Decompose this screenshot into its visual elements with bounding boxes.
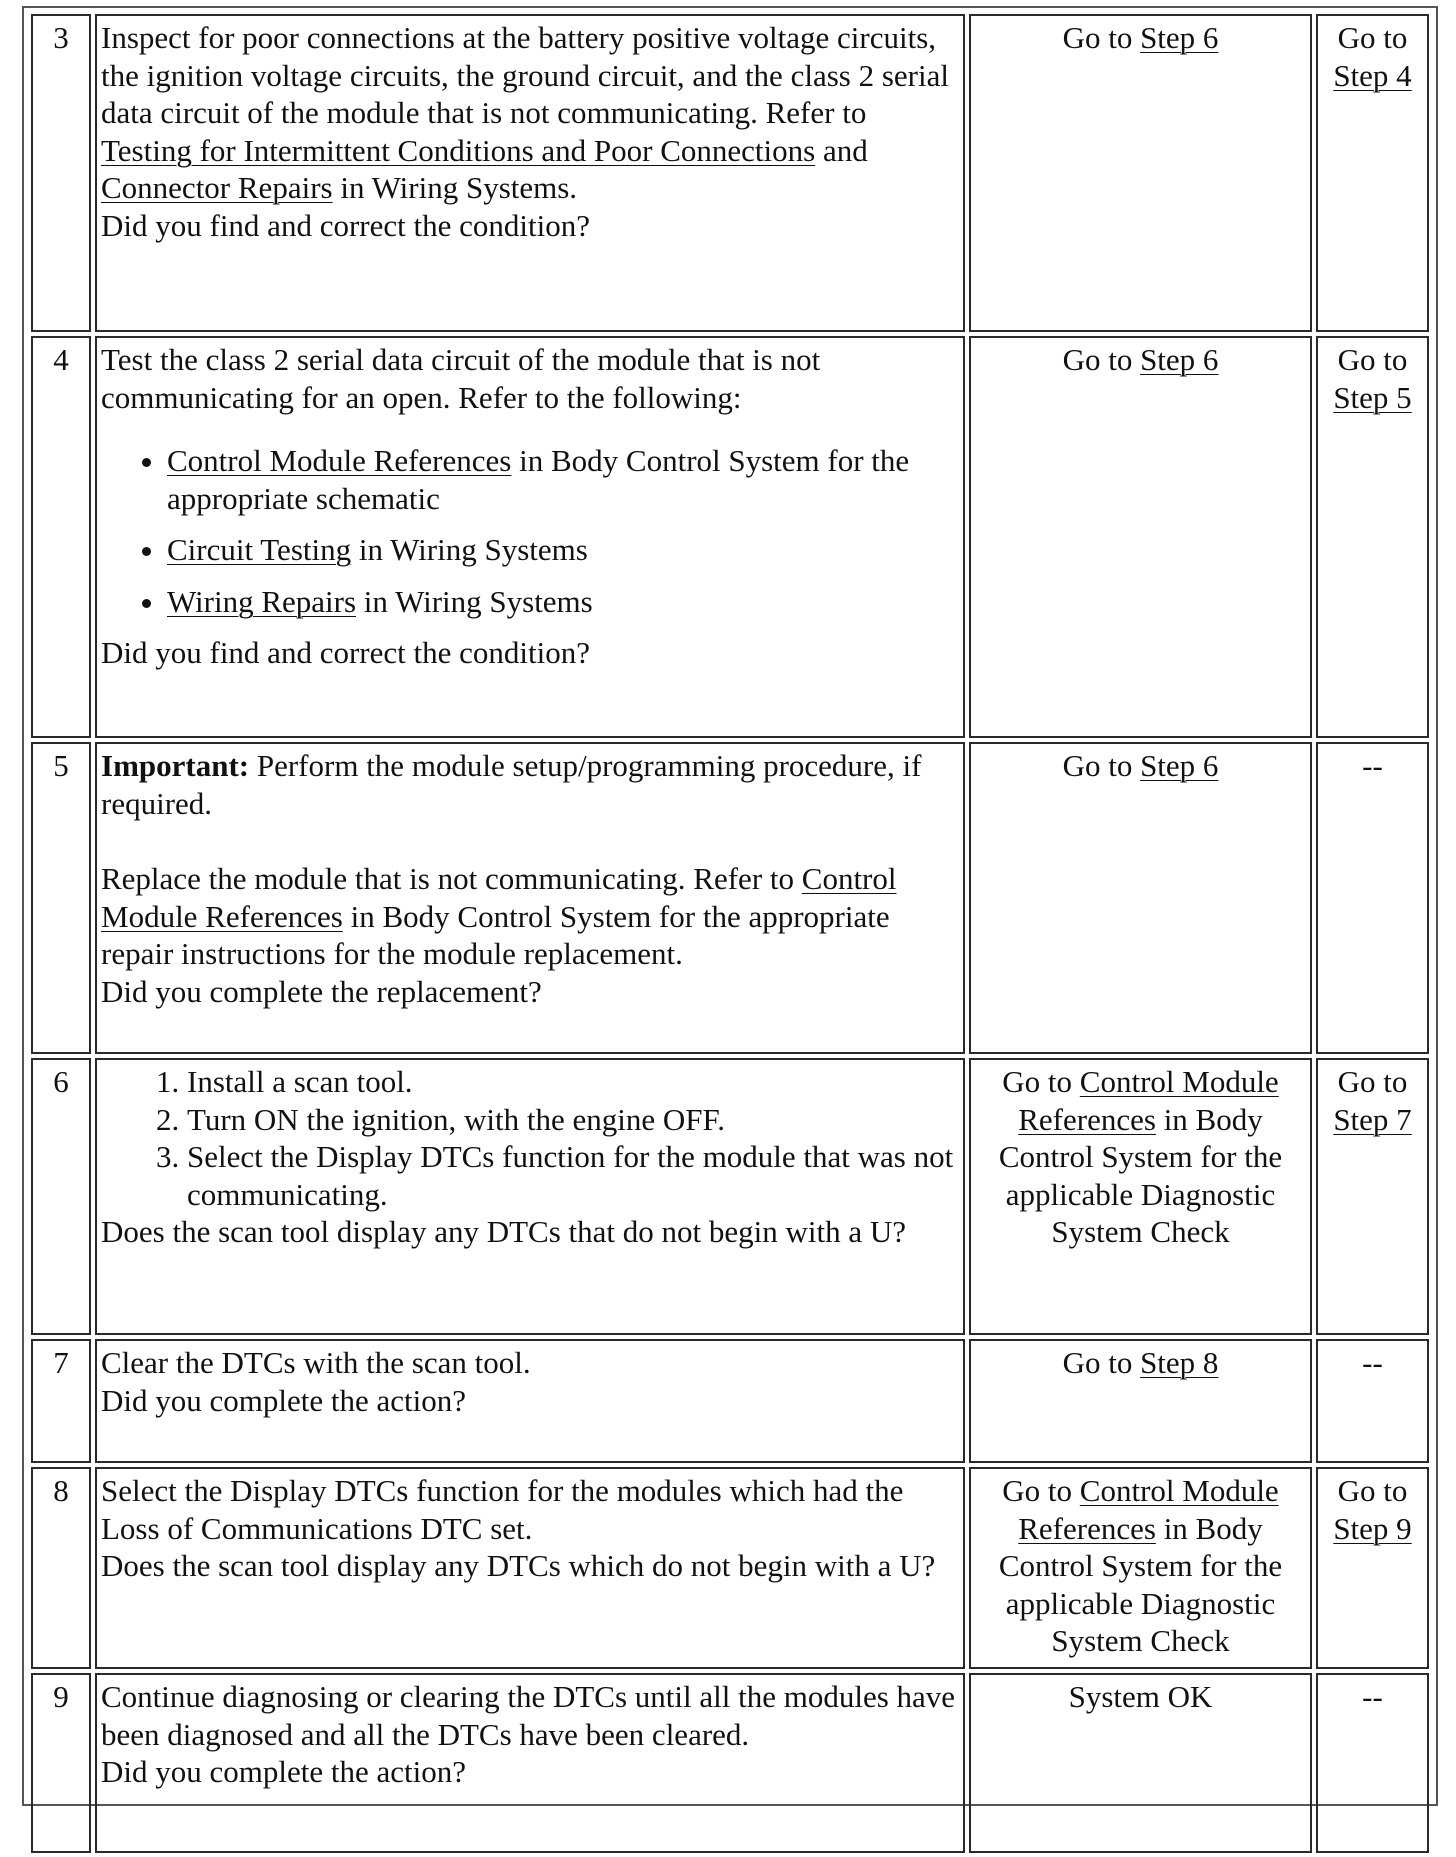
table-row <box>31 1467 1429 1669</box>
link-yes-step[interactable]: Step 6 <box>1140 342 1219 377</box>
yes-cell: Go to Step 6 <box>969 336 1312 738</box>
step-instruction: Test the class 2 serial data circuit of the module that is not communicating for an open. Refer to the following: <box>101 342 821 415</box>
step-action <box>95 14 965 332</box>
step-question: Did you find and correct the condition? <box>101 635 590 670</box>
step-number: 5 <box>31 742 91 1054</box>
step-action <box>95 1467 965 1669</box>
important-note: Important: Perform the module setup/programming procedure, if required. <box>101 748 922 821</box>
list-item: 2. Turn ON the ignition, with the engine OFF. <box>187 1101 959 1139</box>
step-instruction: Replace the module that is not communicating. Refer to Control Module References in Body Control System for the appropriate repair instructions for the module replacement. <box>101 861 897 971</box>
table-row <box>31 1339 1429 1463</box>
step-question: Did you complete the action? <box>101 1382 466 1418</box>
list-item: • Wiring Repairs in Wiring Systems <box>167 583 959 621</box>
step-instruction: Inspect for poor connections at the battery positive voltage circuits, the ignition voltage circuits, the ground circuit, and the class 2 serial data circuit of the module that is not communicating. Refer to Testing for Intermittent Conditions and Poor Connections and Connector Repairs in Wiring Systems. <box>101 20 949 205</box>
reference-list <box>101 442 959 620</box>
no-cell: Go to Step 4 <box>1316 14 1429 332</box>
link-testing-intermittent[interactable]: Testing for Intermittent Conditions and Poor Connections <box>101 132 816 168</box>
list-item: • Control Module References in Body Control System for the appropriate schematic <box>167 442 959 517</box>
step-instruction: Clear the DTCs with the scan tool. <box>101 1345 531 1380</box>
step-instruction: Continue diagnosing or clearing the DTCs until all the modules have been diagnosed and all the DTCs have been cleared. <box>101 1679 956 1752</box>
link-control-module-references[interactable]: Control Module References <box>1018 1064 1279 1137</box>
link-no-step[interactable]: Step 4 <box>1333 57 1412 93</box>
yes-cell: Go to Control Module References in Body Control System for the applicable Diagnostic System Check <box>969 1467 1312 1669</box>
yes-cell: Go to Control Module References in Body Control System for the applicable Diagnostic System Check <box>969 1058 1312 1335</box>
link-control-module-references[interactable]: Control Module References <box>1018 1473 1279 1546</box>
step-action <box>95 742 965 1054</box>
step-number: 3 <box>31 14 91 332</box>
link-control-module-references[interactable]: Control Module References <box>101 861 897 934</box>
step-number: 7 <box>31 1339 91 1463</box>
step-instruction: Select the Display DTCs function for the modules which had the Loss of Communications DTC set. <box>101 1473 904 1546</box>
link-yes-step[interactable]: Step 6 <box>1140 20 1219 55</box>
step-number: 4 <box>31 336 91 738</box>
no-cell: Go to Step 7 <box>1316 1058 1429 1335</box>
table-row <box>31 1673 1429 1853</box>
table-row <box>31 336 1429 738</box>
list-item: 3. Select the Display DTCs function for the module that was not communicating. <box>187 1138 959 1213</box>
link-connector-repairs[interactable]: Connector Repairs <box>101 170 333 205</box>
step-number: 9 <box>31 1673 91 1853</box>
no-cell: -- <box>1316 1339 1429 1463</box>
step-number: 8 <box>31 1467 91 1669</box>
table-row <box>31 14 1429 332</box>
no-cell: -- <box>1316 742 1429 1054</box>
link-yes-step[interactable]: Step 6 <box>1140 748 1219 783</box>
yes-cell: Go to Step 6 <box>969 14 1312 332</box>
step-action <box>95 1339 965 1463</box>
list-item: • Circuit Testing in Wiring Systems <box>167 531 959 569</box>
yes-cell: System OK <box>969 1673 1312 1853</box>
step-action <box>95 1673 965 1853</box>
link-no-step[interactable]: Step 5 <box>1333 379 1412 415</box>
no-cell: Go to Step 5 <box>1316 336 1429 738</box>
yes-cell: Go to Step 6 <box>969 742 1312 1054</box>
step-number: 6 <box>31 1058 91 1335</box>
table-row <box>31 742 1429 1054</box>
no-cell: Go to Step 9 <box>1316 1467 1429 1669</box>
link-wiring-repairs[interactable]: Wiring Repairs <box>167 583 357 619</box>
step-question: Did you complete the replacement? <box>101 973 542 1009</box>
yes-cell: Go to Step 8 <box>969 1339 1312 1463</box>
list-item: 1. Install a scan tool. <box>187 1063 959 1101</box>
table-row <box>31 1058 1429 1335</box>
no-cell: -- <box>1316 1673 1429 1853</box>
link-no-step[interactable]: Step 7 <box>1333 1101 1412 1137</box>
procedure-list <box>101 1063 959 1213</box>
step-question: Did you complete the action? <box>101 1754 466 1789</box>
step-question: Does the scan tool display any DTCs which do not begin with a U? <box>101 1548 936 1583</box>
step-action <box>95 1058 965 1335</box>
link-yes-step[interactable]: Step 8 <box>1140 1345 1219 1380</box>
link-control-module-references[interactable]: Control Module References <box>167 443 512 478</box>
diagnostic-steps-table <box>27 10 1433 1857</box>
step-action <box>95 336 965 738</box>
link-circuit-testing[interactable]: Circuit Testing <box>167 532 352 567</box>
link-no-step[interactable]: Step 9 <box>1333 1510 1412 1546</box>
step-question: Does the scan tool display any DTCs that do not begin with a U? <box>101 1214 907 1249</box>
step-question: Did you find and correct the condition? <box>101 207 590 243</box>
